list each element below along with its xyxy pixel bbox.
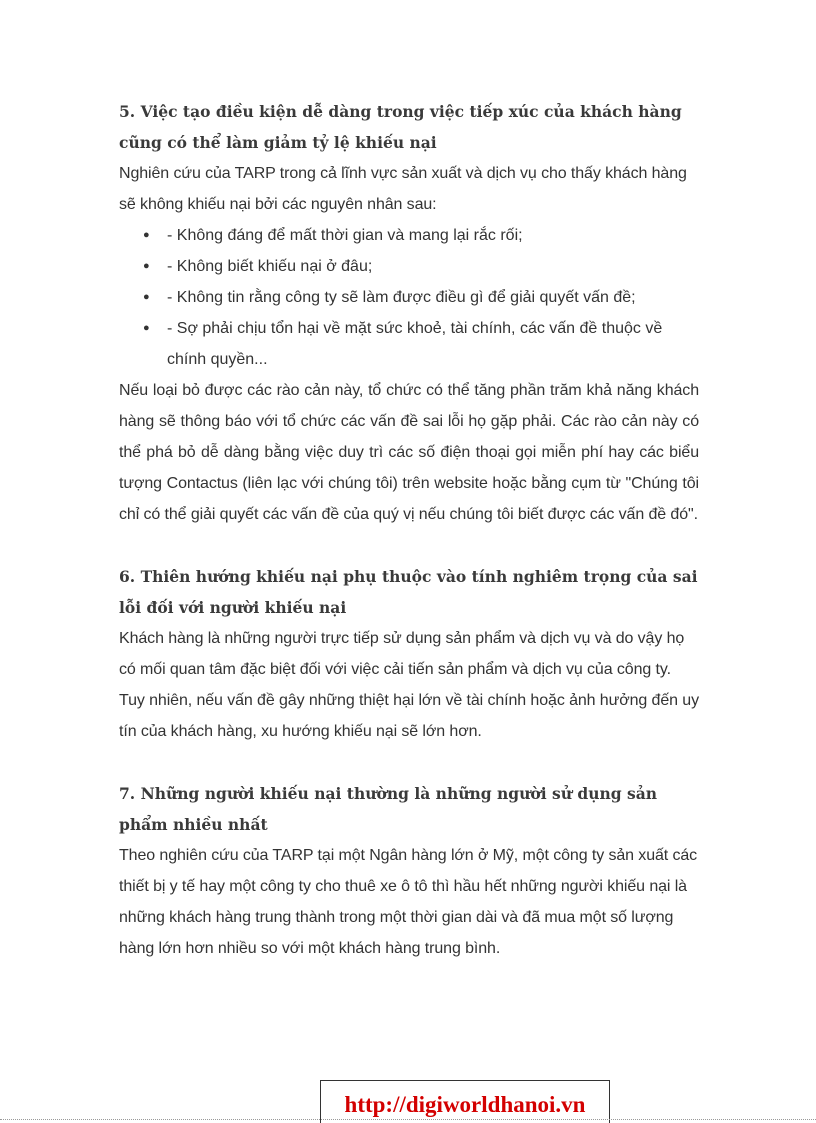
bullet-text: - Không tin rằng công ty sẽ làm được điều gì để giải quyết vấn đề;: [167, 289, 636, 306]
bullet-icon: ●: [143, 291, 150, 303]
section-5-heading: 5. Việc tạo điều kiện dễ dàng trong việc tiếp xúc của khách hàng cũng có thể làm giảm tỷ lệ khiếu nại: [119, 102, 682, 152]
bullet-item: [143, 251, 699, 282]
bullet-text: - Không biết khiếu nại ở đâu;: [167, 258, 373, 275]
section-6-heading: 6. Thiên hướng khiếu nại phụ thuộc vào tính nghiêm trọng của sai lỗi đối với người khiếu nại: [119, 567, 698, 617]
section-5-intro: Nghiên cứu của TARP trong cả lĩnh vực sản xuất và dịch vụ cho thấy khách hàng sẽ không khiếu nại bởi các nguyên nhân sau:: [119, 165, 687, 213]
bullet-text: - Không đáng để mất thời gian và mang lại rắc rối;: [167, 227, 523, 244]
bullet-text: - Sợ phải chịu tổn hại về mặt sức khoẻ, tài chính, các vấn đề thuộc về chính quyền...: [167, 320, 663, 368]
section-7-body: Theo nghiên cứu của TARP tại một Ngân hàng lớn ở Mỹ, một công ty sản xuất các thiết bị y tế hay một công ty cho thuê xe ô tô thì hầu hết những người khiếu nại là những khách hàng trung thành trong một thời gian dài và đã mua một số lượng hàng lớn hơn nhiều so với một khách hàng trung bình.: [119, 847, 698, 957]
section-spacer: [119, 747, 699, 778]
section-6-body: Khách hàng là những người trực tiếp sử dụng sản phẩm và dịch vụ và do vậy họ có mối quan tâm đặc biệt đối với việc cải tiến sản phẩm và dịch vụ của công ty. Tuy nhiên, nếu vấn đề gây những thiệt hại lớn về tài chính hoặc ảnh hưởng đến uy tín của khách hàng, xu hướng khiếu nại sẽ lớn hơn.: [119, 630, 699, 740]
section-5-bullet-list: [119, 220, 699, 375]
section-5-conclusion: Nếu loại bỏ được các rào cản này, tổ chức có thể tăng phần trăm khả năng khách hàng sẽ thông báo với tổ chức các vấn đề sai lỗi họ gặp phải. Các rào cản này có thể phá bỏ dễ dàng bằng việc duy trì các số điện thoại gọi miễn phí hay các biểu tượng Contactus (liên lạc với chúng tôi) trên website hoặc bằng cụm từ "Chúng tôi chỉ có thể giải quyết các vấn đề của quý vị nếu chúng tôi biết được các vấn đề đó".: [119, 382, 699, 523]
bullet-icon: ●: [143, 322, 150, 334]
footer-divider: [0, 1119, 816, 1120]
bullet-item: [143, 220, 699, 251]
footer-website-link[interactable]: http://digiworldhanoi.vn: [344, 1092, 586, 1117]
footer-banner: [320, 1080, 610, 1123]
bullet-icon: ●: [143, 260, 150, 272]
section-spacer: [119, 530, 699, 561]
bullet-icon: ●: [143, 229, 150, 241]
section-7-heading: 7. Những người khiếu nại thường là những người sử dụng sản phẩm nhiều nhất: [119, 784, 658, 834]
document-body: [119, 96, 699, 964]
bullet-item: [143, 282, 699, 313]
bullet-item: [143, 313, 699, 375]
